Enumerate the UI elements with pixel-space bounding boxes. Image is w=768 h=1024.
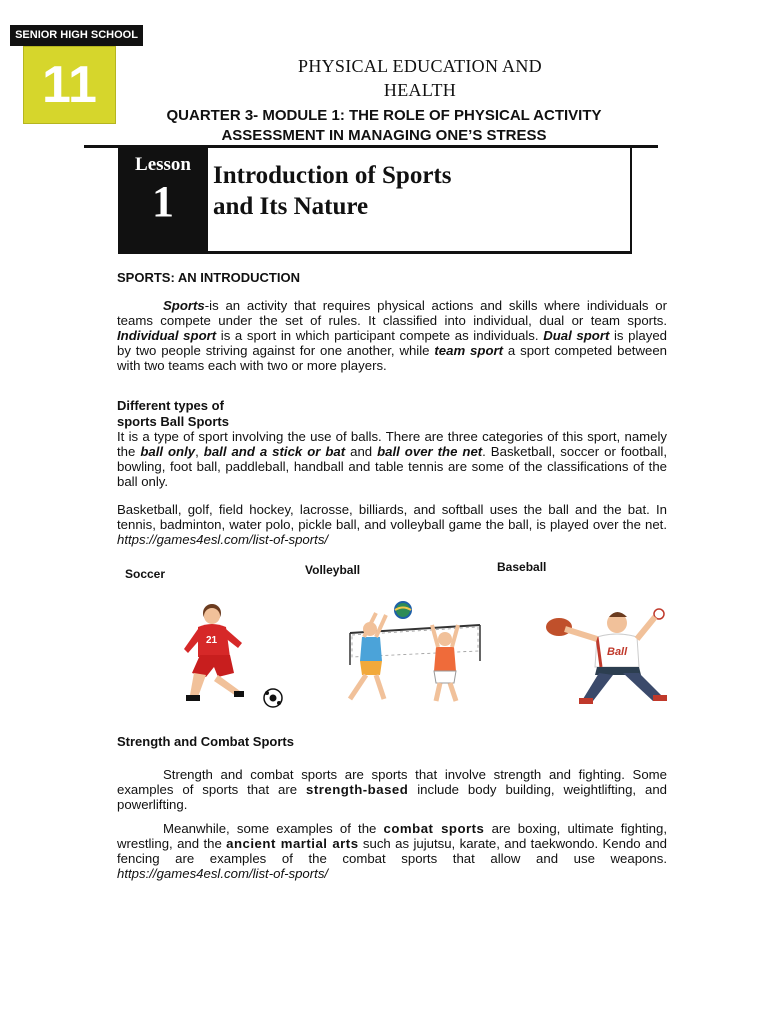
combat-paragraph xyxy=(117,821,667,881)
term-dual-sport: Dual sport xyxy=(543,328,610,343)
types-heading-line-2: sports Ball Sports xyxy=(117,414,229,429)
term-ball-stick-bat: ball and a stick or bat xyxy=(203,444,346,459)
term-sports: Sports xyxy=(163,298,205,313)
ball-text-4: . Basketball, soccer or football, bowling, foot ball, paddleball, handball and table tennis are some of the classifications of the ball only. xyxy=(117,444,667,489)
strength-paragraph xyxy=(117,767,667,812)
baseball-player-illustration xyxy=(535,595,675,710)
term-combat-sports: combat sports xyxy=(383,821,485,836)
lesson-title-line-2: and Its Nature xyxy=(213,193,369,220)
ball-text-2: , xyxy=(195,444,204,459)
caption-soccer: Soccer xyxy=(125,567,166,581)
source-link-2[interactable]: https://games4esl.com/list-of-sports/ xyxy=(117,866,329,881)
module-title xyxy=(120,106,648,146)
intro-text-3: is played by two people striving against for one another, while xyxy=(117,328,668,358)
term-individual-sport: Individual sport xyxy=(117,328,217,343)
term-team-sport: team sport xyxy=(434,343,504,358)
shirt-text: Ball xyxy=(607,646,628,658)
ball-text-1: It is a type of sport involving the use of balls. There are three categories of this sport, namely the xyxy=(117,429,667,459)
intro-text-1: -is an activity that requires physical actions and skills where individuals or teams compete under the set of rules. It classified into individual, dual or team sports. xyxy=(117,298,667,328)
grade-badge: 11 xyxy=(23,46,116,124)
combat-text-2: are boxing, ultimate fighting, wrestling, and the xyxy=(117,821,667,851)
jersey-number: 21 xyxy=(206,635,218,646)
term-ball-over-net: ball over the net xyxy=(377,444,483,459)
intro-text-4: a sport competed between with two teams each with two or more players. xyxy=(117,343,667,373)
strength-text-2: include body building, weightlifting, and powerlifting. xyxy=(117,782,667,812)
volleyball-players-illustration xyxy=(340,595,485,710)
section-heading-types xyxy=(117,398,377,430)
lesson-title-box xyxy=(208,148,632,254)
lesson-title xyxy=(213,160,613,222)
lesson-number-box xyxy=(118,148,208,254)
subject-line-2: HEALTH xyxy=(383,80,457,100)
section-heading-strength: Strength and Combat Sports xyxy=(117,734,294,749)
lesson-word: Lesson xyxy=(135,154,191,175)
combat-text-1: Meanwhile, some examples of the xyxy=(163,821,384,836)
school-level-badge: SENIOR HIGH SCHOOL xyxy=(10,25,143,46)
intro-text-2: is a sport in which participant compete as individuals. xyxy=(216,328,544,343)
subject-line-1: PHYSICAL EDUCATION AND xyxy=(298,56,542,76)
caption-volleyball: Volleyball xyxy=(305,563,361,577)
module-line-2: ASSESSMENT IN MANAGING ONE’S STRESS xyxy=(221,127,547,144)
ball-text-5: Basketball, golf, field hockey, lacrosse, billiards, and softball uses the ball and the bat. In tennis, badminton, water polo, pickle ball, and volleyball game the ball, is played over the net. xyxy=(117,502,667,532)
term-ball-only: ball only xyxy=(140,444,196,459)
lesson-title-line-1: Introduction of Sports xyxy=(213,162,452,189)
term-ancient-martial-arts: ancient martial arts xyxy=(226,836,359,851)
ball-text-3: and xyxy=(345,444,378,459)
combat-text-3: such as jujutsu, karate, and taekwondo. Kendo and fencing are examples of the combat sports that allow and use weapons. xyxy=(117,836,667,866)
soccer-player-illustration xyxy=(170,595,300,710)
caption-baseball: Baseball xyxy=(497,560,547,574)
strength-text-1: Strength and combat sports are sports that involve strength and fighting. Some examples of sports that are xyxy=(117,767,667,797)
module-line-1: QUARTER 3- MODULE 1: THE ROLE OF PHYSICAL ACTIVITY xyxy=(166,107,602,124)
term-strength-based: strength-based xyxy=(306,782,409,797)
ball-sports-paragraph-2 xyxy=(117,502,667,547)
ball-sports-paragraph xyxy=(117,429,667,489)
intro-paragraph xyxy=(117,298,667,373)
source-link[interactable]: https://games4esl.com/list-of-sports/ xyxy=(117,532,329,547)
section-heading-intro: SPORTS: AN INTRODUCTION xyxy=(117,270,300,285)
subject-title xyxy=(255,54,585,102)
lesson-number: 1 xyxy=(152,177,174,226)
types-heading-line-1: Different types of xyxy=(117,398,224,413)
